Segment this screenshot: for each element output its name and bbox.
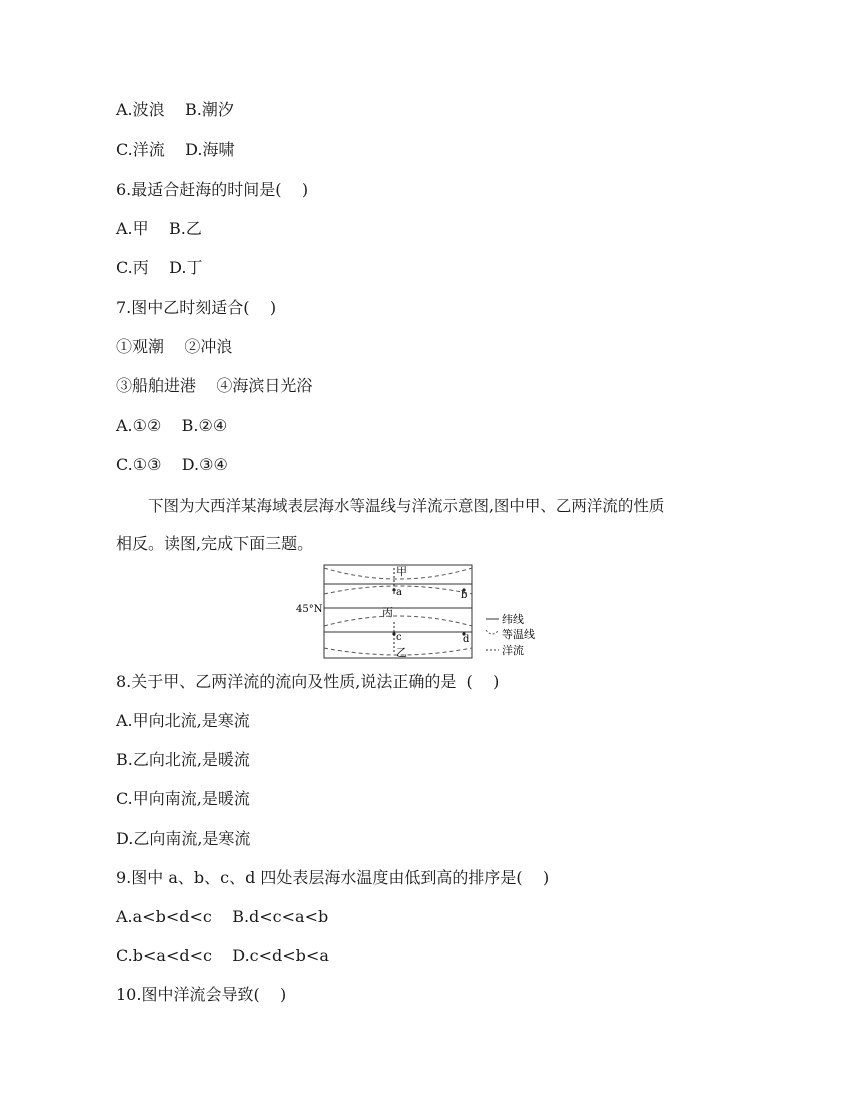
line-q5-options-ab: A.波浪 B.潮汐 bbox=[116, 100, 234, 119]
line-q5-options-cd: C.洋流 D.海啸 bbox=[116, 140, 235, 159]
isotherm-lower-1 bbox=[324, 616, 472, 626]
latitude-label: 45°N bbox=[296, 604, 323, 615]
q8-option-b: B.乙向北流,是暖流 bbox=[116, 750, 250, 769]
legend-isotherm-text: 等温线 bbox=[502, 628, 535, 641]
intro-line-2: 相反。读图,完成下面三题。 bbox=[116, 534, 314, 553]
q8-option-a: A.甲向北流,是寒流 bbox=[116, 711, 250, 730]
isotherm-current-figure bbox=[296, 562, 556, 662]
line-q6-options-ab: A.甲 B.乙 bbox=[116, 219, 202, 238]
question-9: 9.图中 a、b、c、d 四处表层海水温度由低到高的排序是( ) bbox=[116, 868, 550, 887]
question-6: 6.最适合赶海的时间是( ) bbox=[116, 180, 309, 199]
label-a: a bbox=[396, 587, 402, 598]
label-c: c bbox=[396, 632, 402, 643]
intro-line-1: 下图为大西洋某海域表层海水等温线与洋流示意图,图中甲、乙两洋流的性质 bbox=[148, 497, 665, 515]
q8-option-d: D.乙向南流,是寒流 bbox=[116, 829, 251, 848]
legend-current-text: 洋流 bbox=[502, 644, 524, 657]
line-q7-items-12: ①观潮 ②冲浪 bbox=[116, 337, 233, 356]
line-q6-options-cd: C.丙 D.丁 bbox=[116, 258, 203, 277]
legend-latitude-text: 纬线 bbox=[502, 613, 524, 626]
figure-frame bbox=[324, 565, 472, 658]
question-8: 8.关于甲、乙两洋流的流向及性质,说法正确的是 ( ) bbox=[116, 672, 500, 691]
label-b: b bbox=[461, 590, 468, 601]
legend-isotherm-swatch bbox=[486, 630, 499, 634]
line-q7-items-34: ③船舶进港 ④海滨日光浴 bbox=[116, 376, 313, 395]
q8-option-c: C.甲向南流,是暖流 bbox=[116, 789, 250, 808]
q9-options-ab: A.a<b<d<c B.d<c<a<b bbox=[116, 907, 329, 926]
question-10: 10.图中洋流会导致( ) bbox=[116, 985, 287, 1004]
line-q7-options-ab: A.①② B.②④ bbox=[116, 416, 228, 435]
line-q7-options-cd: C.①③ D.③④ bbox=[116, 455, 228, 474]
q9-options-cd: C.b<a<d<c D.c<d<b<a bbox=[116, 946, 329, 965]
label-yi: 乙 bbox=[396, 646, 407, 659]
label-d: d bbox=[463, 634, 470, 645]
label-jia: 甲 bbox=[396, 565, 407, 578]
label-bing: 丙 bbox=[382, 606, 393, 619]
question-7: 7.图中乙时刻适合( ) bbox=[116, 298, 277, 317]
